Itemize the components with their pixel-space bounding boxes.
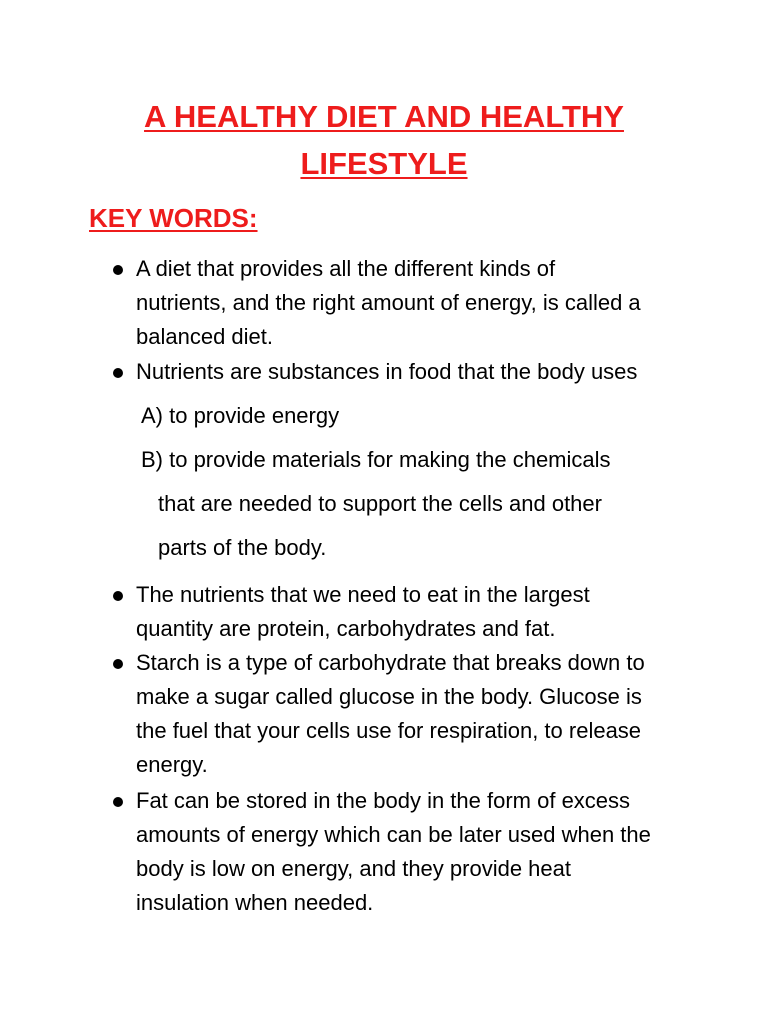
key-words-heading: KEY WORDS:	[89, 203, 258, 233]
bullet-1-line-1: A diet that provides all the different kinds of	[136, 256, 556, 281]
bullet-dot	[113, 265, 123, 275]
bullet-2-sub-item-b-cont-1: that are needed to support the cells and other	[158, 491, 602, 516]
bullet-4-line-3: the fuel that your cells use for respiration, to release	[136, 718, 642, 743]
bullet-3-line-1: The nutrients that we need to eat in the largest	[136, 582, 590, 607]
bullet-3-line-2: quantity are protein, carbohydrates and fat.	[136, 616, 556, 641]
bullet-4-line-1: Starch is a type of carbohydrate that breaks down to	[136, 650, 645, 675]
bullet-5-line-3: body is low on energy, and they provide heat	[136, 856, 571, 881]
bullet-4-line-2: make a sugar called glucose in the body. Glucose is	[136, 684, 642, 709]
bullet-2-sub-item-a: A) to provide energy	[141, 403, 340, 428]
bullet-dot	[113, 591, 123, 601]
bullet-5-line-1: Fat can be stored in the body in the form of excess	[136, 788, 631, 813]
bullet-1-line-3: balanced diet.	[136, 324, 273, 349]
bullet-2-sub-item-b-cont-2: parts of the body.	[158, 535, 327, 560]
bullet-dot	[113, 659, 123, 669]
bullet-1-line-2: nutrients, and the right amount of energy, is called a	[136, 290, 641, 315]
document-title-line-2: LIFESTYLE	[300, 146, 468, 181]
bullet-5-line-2: amounts of energy which can be later used when the	[136, 822, 651, 847]
bullet-dot	[113, 368, 123, 378]
bullet-2-sub-item-b: B) to provide materials for making the chemicals	[141, 447, 611, 472]
bullet-5-line-4: insulation when needed.	[136, 890, 374, 915]
document-title-line-1: A HEALTHY DIET AND HEALTHY	[144, 99, 624, 134]
bullet-4-line-4: energy.	[136, 752, 208, 777]
bullet-2-line-1: Nutrients are substances in food that the body uses	[136, 359, 638, 384]
bullet-dot	[113, 797, 123, 807]
